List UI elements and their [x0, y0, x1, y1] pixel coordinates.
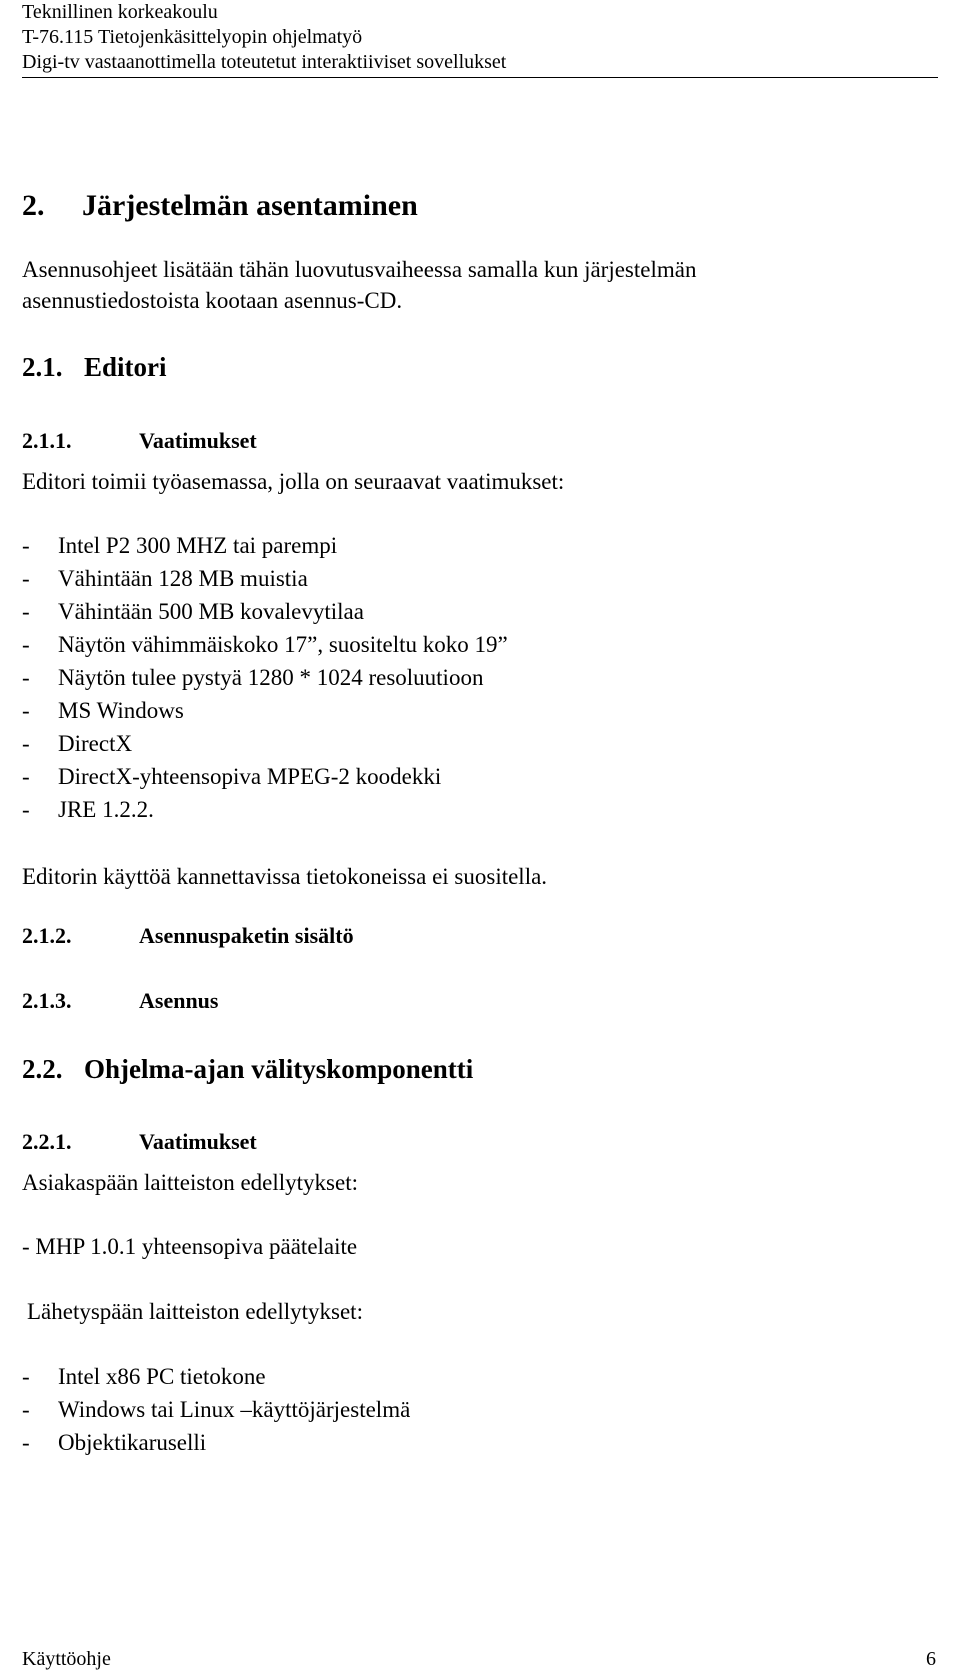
requirement-text: Vähintään 500 MB kovalevytilaa	[58, 599, 364, 624]
list-dash: -	[22, 764, 30, 789]
requirement-text: MS Windows	[58, 698, 184, 723]
requirement-text: DirectX-yhteensopiva MPEG-2 koodekki	[58, 764, 442, 789]
client-requirements-label: Asiakaspään laitteiston edellytykset:	[22, 1170, 358, 1195]
requirement-text: JRE 1.2.2.	[58, 797, 154, 822]
section-2-2-1-title: Vaatimukset	[139, 1129, 257, 1154]
requirement-item	[22, 763, 441, 791]
list-dash: -	[22, 665, 30, 690]
section-2-2-number: 2.2.	[22, 1054, 63, 1084]
header-course: T-76.115 Tietojenkäsittelyopin ohjelmatyö	[22, 26, 363, 48]
section-2-2-title: Ohjelma-ajan välityskomponentti	[84, 1054, 474, 1084]
requirement-item	[22, 565, 308, 593]
list-dash: -	[22, 599, 30, 624]
section-2-1-3-number: 2.1.3.	[22, 988, 72, 1013]
section-2-intro-line-2: asennustiedostoista kootaan asennus-CD.	[22, 288, 403, 313]
list-dash: -	[22, 1364, 30, 1389]
list-dash: -	[22, 533, 30, 558]
header-institution: Teknillinen korkeakoulu	[22, 1, 218, 23]
section-2-1-2-number: 2.1.2.	[22, 923, 72, 948]
requirement-item	[22, 532, 337, 560]
section-2-1-1-title: Vaatimukset	[139, 428, 257, 453]
section-2-1-number: 2.1.	[22, 352, 63, 382]
list-dash: -	[22, 1430, 30, 1455]
requirement-item	[22, 697, 184, 725]
section-2-1-3-title: Asennus	[139, 988, 219, 1013]
list-dash: -	[22, 632, 30, 657]
server-requirement-item	[22, 1396, 410, 1424]
section-2-title: Järjestelmän asentaminen	[82, 189, 418, 222]
requirement-item	[22, 730, 132, 758]
section-2-1-title: Editori	[84, 352, 167, 382]
page-number: 6	[926, 1648, 936, 1670]
header-project: Digi-tv vastaanottimella toteutetut interaktiiviset sovellukset	[22, 51, 507, 73]
section-2-intro-line-1: Asennusohjeet lisätään tähän luovutusvaiheessa samalla kun järjestelmän	[22, 257, 697, 282]
footer-label: Käyttöohje	[22, 1648, 111, 1670]
server-requirement-text: Intel x86 PC tietokone	[58, 1364, 266, 1389]
list-dash: -	[22, 698, 30, 723]
requirement-text: Näytön tulee pystyä 1280 * 1024 resoluutioon	[58, 665, 484, 690]
section-2-1-1-number: 2.1.1.	[22, 428, 72, 453]
laptop-note: Editorin käyttöä kannettavissa tietokoneissa ei suositella.	[22, 864, 548, 889]
requirement-item	[22, 598, 364, 626]
requirement-text: Näytön vähimmäiskoko 17”, suositeltu koko 19”	[58, 632, 508, 657]
section-2-1-2-title: Asennuspaketin sisältö	[139, 923, 354, 948]
server-requirement-item	[22, 1429, 206, 1457]
server-requirements-label: Lähetyspään laitteiston edellytykset:	[27, 1299, 363, 1324]
requirement-text: Intel P2 300 MHZ tai parempi	[58, 533, 338, 558]
requirement-item	[22, 631, 508, 659]
list-dash: -	[22, 797, 30, 822]
requirement-text: DirectX	[58, 731, 133, 756]
list-dash: -	[22, 566, 30, 591]
list-dash: -	[22, 731, 30, 756]
requirement-item	[22, 796, 154, 824]
list-dash: -	[22, 1397, 30, 1422]
section-2-number: 2.	[22, 189, 45, 222]
requirement-text: Vähintään 128 MB muistia	[58, 566, 308, 591]
server-requirement-text: Objektikaruselli	[58, 1430, 207, 1455]
requirement-item	[22, 664, 483, 692]
server-requirement-text: Windows tai Linux –käyttöjärjestelmä	[58, 1397, 411, 1422]
client-requirement-item: - MHP 1.0.1 yhteensopiva päätelaite	[22, 1234, 358, 1259]
header-divider	[22, 77, 938, 78]
server-requirement-item	[22, 1363, 266, 1391]
section-2-2-1-number: 2.2.1.	[22, 1129, 72, 1154]
requirements-intro: Editori toimii työasemassa, jolla on seuraavat vaatimukset:	[22, 469, 565, 494]
